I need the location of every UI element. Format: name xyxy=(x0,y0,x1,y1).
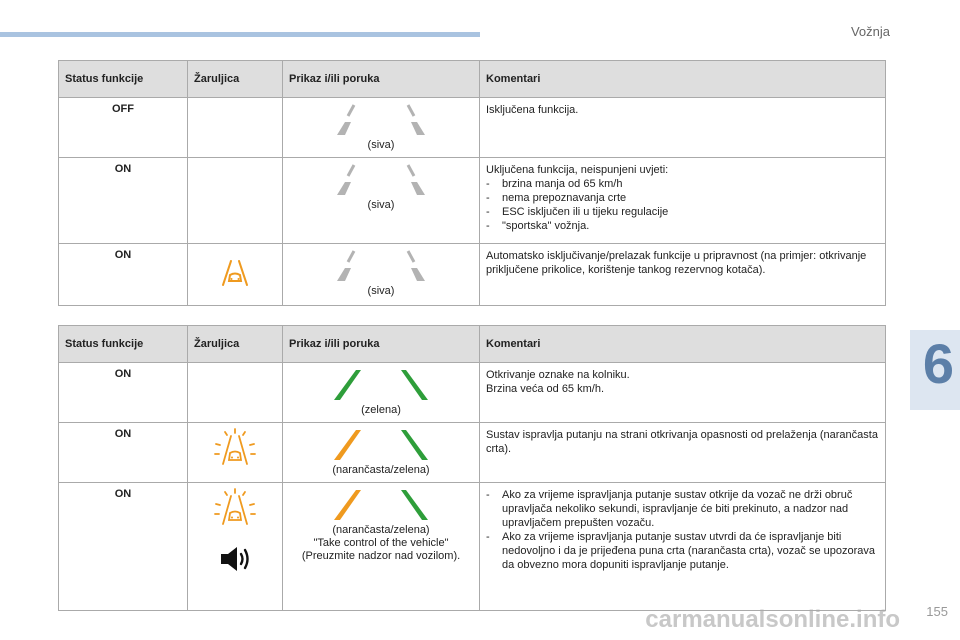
comment-cell xyxy=(480,158,886,244)
status-cell: ON xyxy=(59,363,188,423)
lamp-cell xyxy=(188,98,283,158)
comment-text: Uključena funkcija, neispunjeni uvjeti: xyxy=(486,164,669,176)
speaker-icon xyxy=(215,542,255,576)
col-header-status: Status funkcije xyxy=(59,61,188,98)
lane-lines-green-icon xyxy=(326,368,436,402)
comment-cell: Isključena funkcija. xyxy=(480,98,886,158)
table-row xyxy=(59,483,886,611)
display-cell xyxy=(283,423,480,483)
lamp-cell xyxy=(188,423,283,483)
lane-alert-flashing-icon xyxy=(213,488,257,530)
watermark: carmanualsonline.info xyxy=(645,606,900,633)
display-cell xyxy=(283,158,480,244)
col-header-comments: Komentari xyxy=(480,326,886,363)
lane-lines-orange-green-icon xyxy=(326,428,436,462)
table-row xyxy=(59,244,886,306)
list-item: - nema prepoznavanja crte xyxy=(486,191,879,205)
col-header-lamp: Žaruljica xyxy=(188,326,283,363)
list-item: - Ako za vrijeme ispravljanja putanje sustav utvrdi da će ispravljanje biti nedovoljno i da je prijeđena puna crta (narančasta crta), vozač se upozorava da obvezno mora dopuniti ispravljanje putanje. xyxy=(486,530,879,572)
page-number: 155 xyxy=(926,604,948,619)
lane-lines-gray-icon xyxy=(326,103,436,137)
alert-message: "Take control of the vehicle" xyxy=(313,537,449,549)
status-cell: ON xyxy=(59,483,188,611)
lane-lines-gray-icon xyxy=(326,163,436,197)
display-caption: (zelena) xyxy=(361,404,401,416)
lane-lines-gray-icon xyxy=(326,249,436,283)
display-cell xyxy=(283,363,480,423)
condition-list xyxy=(486,177,879,233)
list-item: - ESC isključen ili u tijeku regulacije xyxy=(486,205,879,219)
table-row xyxy=(59,98,886,158)
display-caption: (narančasta/zelena) xyxy=(332,464,430,476)
table-row xyxy=(59,158,886,244)
lane-lines-orange-green-icon xyxy=(326,488,436,522)
col-header-display: Prikaz i/ili poruka xyxy=(283,61,480,98)
status-table-gray xyxy=(58,60,886,306)
status-cell: ON xyxy=(59,158,188,244)
lamp-cell xyxy=(188,158,283,244)
lamp-cell xyxy=(188,483,283,611)
comment-line: Otkrivanje oznake na kolniku. xyxy=(486,369,630,381)
chapter-number: 6 xyxy=(922,332,954,395)
display-cell xyxy=(283,244,480,306)
section-title: Vožnja xyxy=(850,24,890,39)
display-cell xyxy=(283,98,480,158)
col-header-display: Prikaz i/ili poruka xyxy=(283,326,480,363)
table-row xyxy=(59,423,886,483)
comment-cell: Sustav ispravlja putanju na strani otkrivanja opasnosti od prelaženja (narančasta crta). xyxy=(480,423,886,483)
lane-alert-flashing-icon xyxy=(213,428,257,470)
status-table-active xyxy=(58,325,886,611)
status-cell: ON xyxy=(59,423,188,483)
comment-cell: Automatsko isključivanje/prelazak funkcije u pripravnost (na primjer: otkrivanje priključene prikolice, korištenje tankog rezervnog kotača). xyxy=(480,244,886,306)
list-item: - brzina manja od 65 km/h xyxy=(486,177,879,191)
table-header-row xyxy=(59,326,886,363)
display-cell xyxy=(283,483,480,611)
alert-message-translation: (Preuzmite nadzor nad vozilom). xyxy=(301,550,461,562)
lamp-cell xyxy=(188,363,283,423)
comment-line: Brzina veća od 65 km/h. xyxy=(486,383,605,395)
lamp-cell xyxy=(188,244,283,306)
display-caption: (siva) xyxy=(367,285,395,297)
col-header-lamp: Žaruljica xyxy=(188,61,283,98)
comment-cell xyxy=(480,483,886,611)
comment-cell xyxy=(480,363,886,423)
status-cell: ON xyxy=(59,244,188,306)
header-rule xyxy=(0,32,480,37)
table-header-row xyxy=(59,61,886,98)
display-caption: (siva) xyxy=(367,199,395,211)
behaviour-list xyxy=(486,488,879,572)
col-header-status: Status funkcije xyxy=(59,326,188,363)
status-cell: OFF xyxy=(59,98,188,158)
lane-warning-orange-icon xyxy=(218,255,252,289)
display-caption: (siva) xyxy=(367,139,395,151)
display-caption: (narančasta/zelena) xyxy=(332,524,430,536)
table-row xyxy=(59,363,886,423)
col-header-comments: Komentari xyxy=(480,61,886,98)
list-item: - Ako za vrijeme ispravljanja putanje sustav otkrije da vozač ne drži obruč upravljača nekoliko sekundi, ispravljanje će biti prekinuto, a nadzor nad upravljačem prepušten vozaču. xyxy=(486,488,879,530)
list-item: - "sportska" vožnja. xyxy=(486,219,879,233)
